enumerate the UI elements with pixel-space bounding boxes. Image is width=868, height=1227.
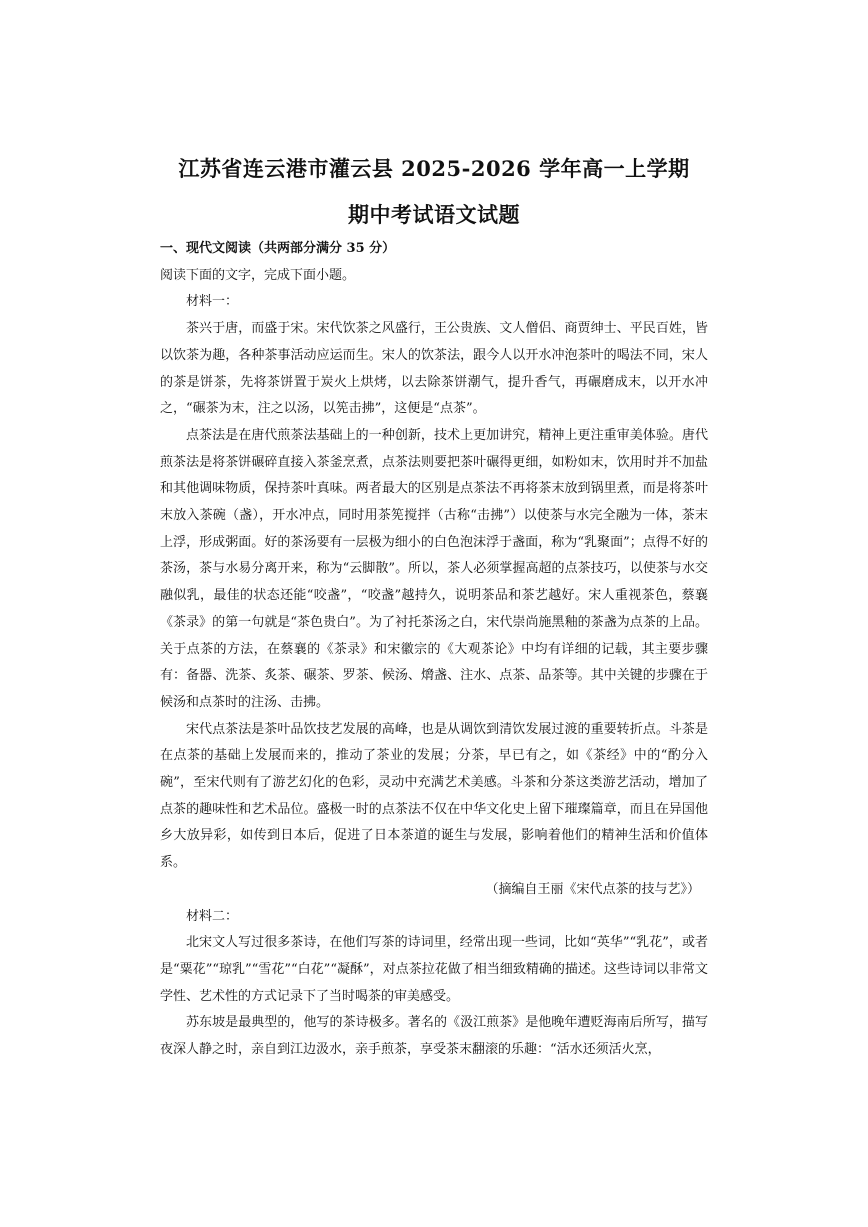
material-2-paragraph-1: 北宋文人写过很多茶诗，在他们写茶的诗词里，经常出现一些词，比如“英华”“乳花”，或者是“粟花”“琼乳”“雪花”“白花”“凝酥”，对点茶拉花做了相当细致精确的描述。这些诗词以非常文学性、艺术性的方式记录下了当时喝茶的审美感受。 bbox=[160, 935, 708, 1004]
material-1-paragraph-2: 点茶法是在唐代煎茶法基础上的一种创新，技术上更加讲究，精神上更注重审美体验。唐代煎茶法是将茶饼碾碎直接入茶釜烹煮，点茶法则要把茶叶碾得更细，如粉如末，饮用时并不加盐和其他调味物质，保持茶叶真味。两者最大的区别是点茶法不再将茶末放到锅里煮，而是将茶叶末放入茶碗（盏），开水冲点，同时用茶筅搅拌（古称“击拂”）以使茶与水完全融为一体，茶末上浮，形成粥面。好的茶汤要有一层极为细小的白色泡沫浮于盏面，称为“乳聚面”；点得不好的茶汤，茶与水易分离开来，称为“云脚散”。所以，茶人必须掌握高超的点茶技巧，以使茶与水交融似乳，最佳的状态还能“咬盏”，“咬盏”越持久，说明茶品和茶艺越好。宋人重视茶色，蔡襄《茶录》的第一句就是“茶色贵白”。为了衬托茶汤之白，宋代崇尚施黑釉的茶盏为点茶的上品。关于点茶的方法，在蔡襄的《茶录》和宋徽宗的《大观茶论》中均有详细的记载，其主要步骤有：备器、洗茶、炙茶、碾茶、罗茶、候汤、熁盏、注水、点茶、品茶等。其中关键的步骤在于候汤和点茶时的注汤、击拂。 bbox=[160, 427, 708, 710]
material-1-source: （摘编自王丽《宋代点茶的技与艺》） bbox=[485, 881, 700, 897]
page-title-line-1: 江苏省连云港市灌云县 2025-2026 学年高一上学期 bbox=[178, 156, 690, 181]
section-heading: 一、现代文阅读（共两部分满分 35 分） bbox=[160, 241, 396, 256]
material-2-paragraph-2: 苏东坡是最典型的，他写的茶诗极多。著名的《汲江煎茶》是他晚年遭贬海南后所写，描写夜深人静之时，亲自到江边汲水，亲手煎茶，享受茶末翻滚的乐趣：“活水还须活火烹， bbox=[160, 1015, 708, 1058]
page-title-line-2: 期中考试语文试题 bbox=[348, 202, 520, 227]
material-2-label: 材料二： bbox=[186, 908, 239, 924]
material-1-paragraph-3: 宋代点茶法是茶叶品饮技艺发展的高峰，也是从调饮到清饮发展过渡的重要转折点。斗茶是在点茶的基础上发展而来的，推动了茶业的发展；分茶，早已有之，如《茶经》中的“酌分入碗”，至宋代则有了游艺幻化的色彩，灵动中充满艺术美感。斗茶和分茶这类游艺活动，增加了点茶的趣味性和艺术品位。盛极一时的点茶法不仅在中华文化史上留下璀璨篇章，而且在异国他乡大放异彩，如传到日本后，促进了日本茶道的诞生与发展，影响着他们的精神生活和价值体系。 bbox=[160, 721, 708, 871]
material-1-label: 材料一： bbox=[186, 294, 239, 310]
document-body bbox=[160, 236, 708, 1064]
material-1-paragraph-1: 茶兴于唐，而盛于宋。宋代饮茶之风盛行，王公贵族、文人僧侣、商贾绅士、平民百姓，皆以饮茶为趣，各种茶事活动应运而生。宋人的饮茶法，跟今人以开水冲泡茶叶的喝法不同，宋人的茶是饼茶，先将茶饼置于炭火上烘烤，以去除茶饼潮气，提升香气，再碾磨成末，以开水冲之，“碾茶为末，注之以汤，以筅击拂”，这便是“点茶”。 bbox=[160, 321, 708, 417]
reading-instruction: 阅读下面的文字，完成下面小题。 bbox=[160, 267, 356, 283]
